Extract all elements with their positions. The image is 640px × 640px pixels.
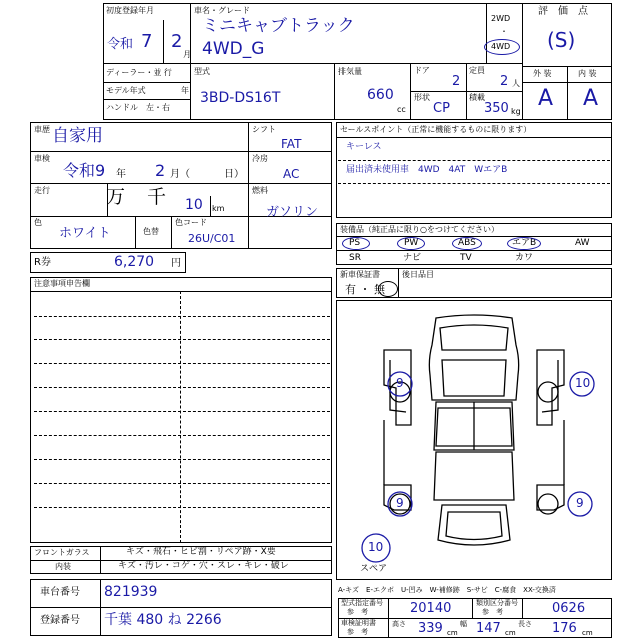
score-label: 評 価 点 (538, 6, 588, 17)
color-value: ホワイト (59, 226, 111, 241)
model-year-label: モデル年式 (106, 86, 146, 95)
type-cert-label: 型式指定番号 (341, 599, 383, 607)
recycle-unit: 円 (171, 258, 181, 269)
width-unit: cm (505, 629, 516, 637)
cert-ref: 参 考 (347, 628, 368, 636)
equip-ps-circle (342, 237, 370, 250)
type-value: 3BD-DS16T (200, 90, 281, 106)
mileage-value: 10 (185, 197, 203, 213)
color-change-label: 色替 (143, 227, 159, 236)
class-label: 類別区分番号 (476, 599, 518, 607)
interior-grade: A (583, 86, 599, 111)
windshield-items: キズ・飛石・ヒビ割・リペア跡・X要 (126, 547, 276, 557)
inspection-month: 2 (155, 161, 166, 180)
displacement-label: 排気量 (338, 67, 362, 76)
displacement-value: 660 (367, 87, 394, 103)
color-code-label: 色コード (175, 218, 207, 227)
equip-pw: PW (404, 238, 419, 248)
equip-airbag-circle (507, 237, 541, 250)
car-grade: 4WD_G (202, 39, 265, 59)
height-value: 339 (418, 621, 443, 636)
equip-pw-circle (397, 237, 425, 250)
spare-score: 10 (368, 540, 384, 554)
length-label: 長さ (518, 620, 532, 628)
plate-value: 千葉 480 ね 2266 (104, 612, 222, 628)
shape-value: CP (433, 101, 450, 116)
equipment-label: 装備品（純正品に限り○をつけてください） (340, 225, 499, 234)
inspection-day-unit: 日） (224, 169, 244, 180)
equip-tv: TV (460, 253, 472, 263)
shift-label: シフト (252, 125, 276, 134)
capacity-unit: 人 (512, 79, 520, 88)
equip-abs: ABS (458, 238, 476, 248)
height-label: 高さ (392, 620, 406, 628)
fuel-label: 燃料 (252, 186, 268, 195)
type-label: 型式 (194, 67, 210, 76)
vehicle-history: 自家用 (52, 126, 103, 146)
mileage-label: 走行 (34, 186, 50, 195)
windshield-label: フロントガラス (34, 548, 90, 557)
mileage-unit: km (212, 204, 225, 213)
equip-aw: AW (575, 238, 590, 248)
exterior-grade: A (538, 86, 554, 111)
equip-navi: ナビ (403, 253, 422, 263)
notes-label: 注意事項申告欄 (34, 279, 90, 288)
vehicle-history-label: 車歴 (34, 125, 50, 134)
car-name-label: 車名・グレード (194, 6, 250, 15)
inspection-month-unit: 月（ (170, 169, 190, 180)
first-reg-label: 初度登録年月 (106, 6, 154, 15)
load-label: 積載 (469, 93, 485, 102)
class-value: 0626 (552, 601, 586, 616)
inspection-label: 車検 (34, 154, 50, 163)
load-value: 350 (484, 101, 509, 116)
color-code: 26U/C01 (188, 232, 236, 245)
shift-value: FAT (281, 137, 302, 151)
first-reg-month-unit: 月 (183, 50, 191, 59)
color-label: 色 (34, 218, 42, 227)
class-ref: 参 考 (482, 608, 503, 616)
sales-line-2: 届出済未使用車 4WD 4AT WエアB (346, 165, 508, 175)
recycle-value: 6,270 (114, 254, 155, 270)
ac-label: 冷房 (252, 154, 268, 163)
header-frame (103, 3, 612, 120)
recycle-label: R券 (34, 257, 51, 268)
score-value: (S) (547, 28, 576, 52)
damage-legend: A-キズ E-エクボ U-凹み W-補修跡 S-サビ C-腐食 XX-交換済 (338, 586, 556, 594)
height-unit: cm (447, 629, 458, 637)
model-year-unit: 年 (181, 86, 189, 95)
sales-label: セールスポイント（正常に機能するものに限ります） (340, 125, 532, 134)
inspection-year-unit: 年 (116, 169, 126, 180)
sales-line-1: キーレス (346, 142, 382, 152)
truck-diagram (336, 300, 612, 580)
warranty-none-circle (378, 281, 398, 297)
doors-value: 2 (452, 74, 461, 89)
drive-2wd: 2WD (491, 14, 511, 23)
equip-airbag: エアB (512, 238, 537, 248)
interior-label: 内 装 (578, 69, 597, 78)
car-name: ミニキャブトラック (202, 16, 355, 36)
type-cert-value: 20140 (410, 601, 452, 616)
drive-4wd-circle (484, 39, 520, 55)
recycle-frame (30, 252, 186, 273)
plate-label: 登録番号 (40, 615, 80, 626)
load-unit: kg (511, 107, 521, 116)
warranty-later-label: 後日品目 (402, 270, 434, 279)
drive-dot: ・ (500, 27, 508, 36)
first-reg-month: 2 (171, 31, 183, 52)
diagram-score-left-front: 9 (396, 376, 404, 390)
interior-damage-label: 内装 (55, 562, 71, 571)
warranty-label: 新車保証書 (340, 270, 380, 279)
capacity-label: 定員 (469, 66, 485, 75)
drive-4wd: 4WD (491, 42, 511, 51)
handle-label: ハンドル 左・右 (106, 103, 170, 112)
type-cert-ref: 参 考 (347, 608, 368, 616)
fuel-value: ガソリン (266, 205, 319, 220)
chassis-value: 821939 (104, 584, 158, 600)
exterior-label: 外 装 (533, 69, 552, 78)
diagram-score-left-rear: 9 (396, 496, 404, 510)
cert-label: 車検証明書 (341, 619, 376, 627)
equip-ps: PS (349, 238, 361, 248)
ac-value: AC (283, 167, 300, 181)
equip-abs-circle (452, 237, 482, 250)
mileage-sen: 千 (147, 186, 167, 208)
width-label: 幅 (460, 620, 467, 628)
cc-unit: cc (397, 105, 406, 114)
width-value: 147 (476, 621, 501, 636)
shape-label: 形状 (414, 93, 430, 102)
mileage-man: 万 (106, 186, 126, 208)
length-value: 176 (552, 621, 577, 636)
equip-leather: カワ (515, 253, 534, 263)
interior-damage-items: キズ・汚レ・コゲ・穴・スレ・キレ・破レ (118, 561, 289, 571)
length-unit: cm (582, 629, 593, 637)
diagram-score-right-front: 10 (575, 376, 591, 390)
dealer-label: ディーラー・並 行 (106, 68, 172, 77)
spare-label: スペア (360, 564, 388, 574)
first-reg-year: 7 (141, 31, 153, 52)
chassis-label: 車台番号 (40, 587, 80, 598)
equip-sr: SR (349, 253, 361, 263)
diagram-score-right-rear: 9 (576, 496, 584, 510)
doors-label: ドア (414, 66, 430, 75)
first-reg-era: 令和 (107, 37, 134, 52)
inspection-era: 令和9 (63, 161, 106, 180)
warranty-value: 有 ・ 無 (345, 283, 385, 296)
capacity-value: 2 (500, 74, 509, 89)
